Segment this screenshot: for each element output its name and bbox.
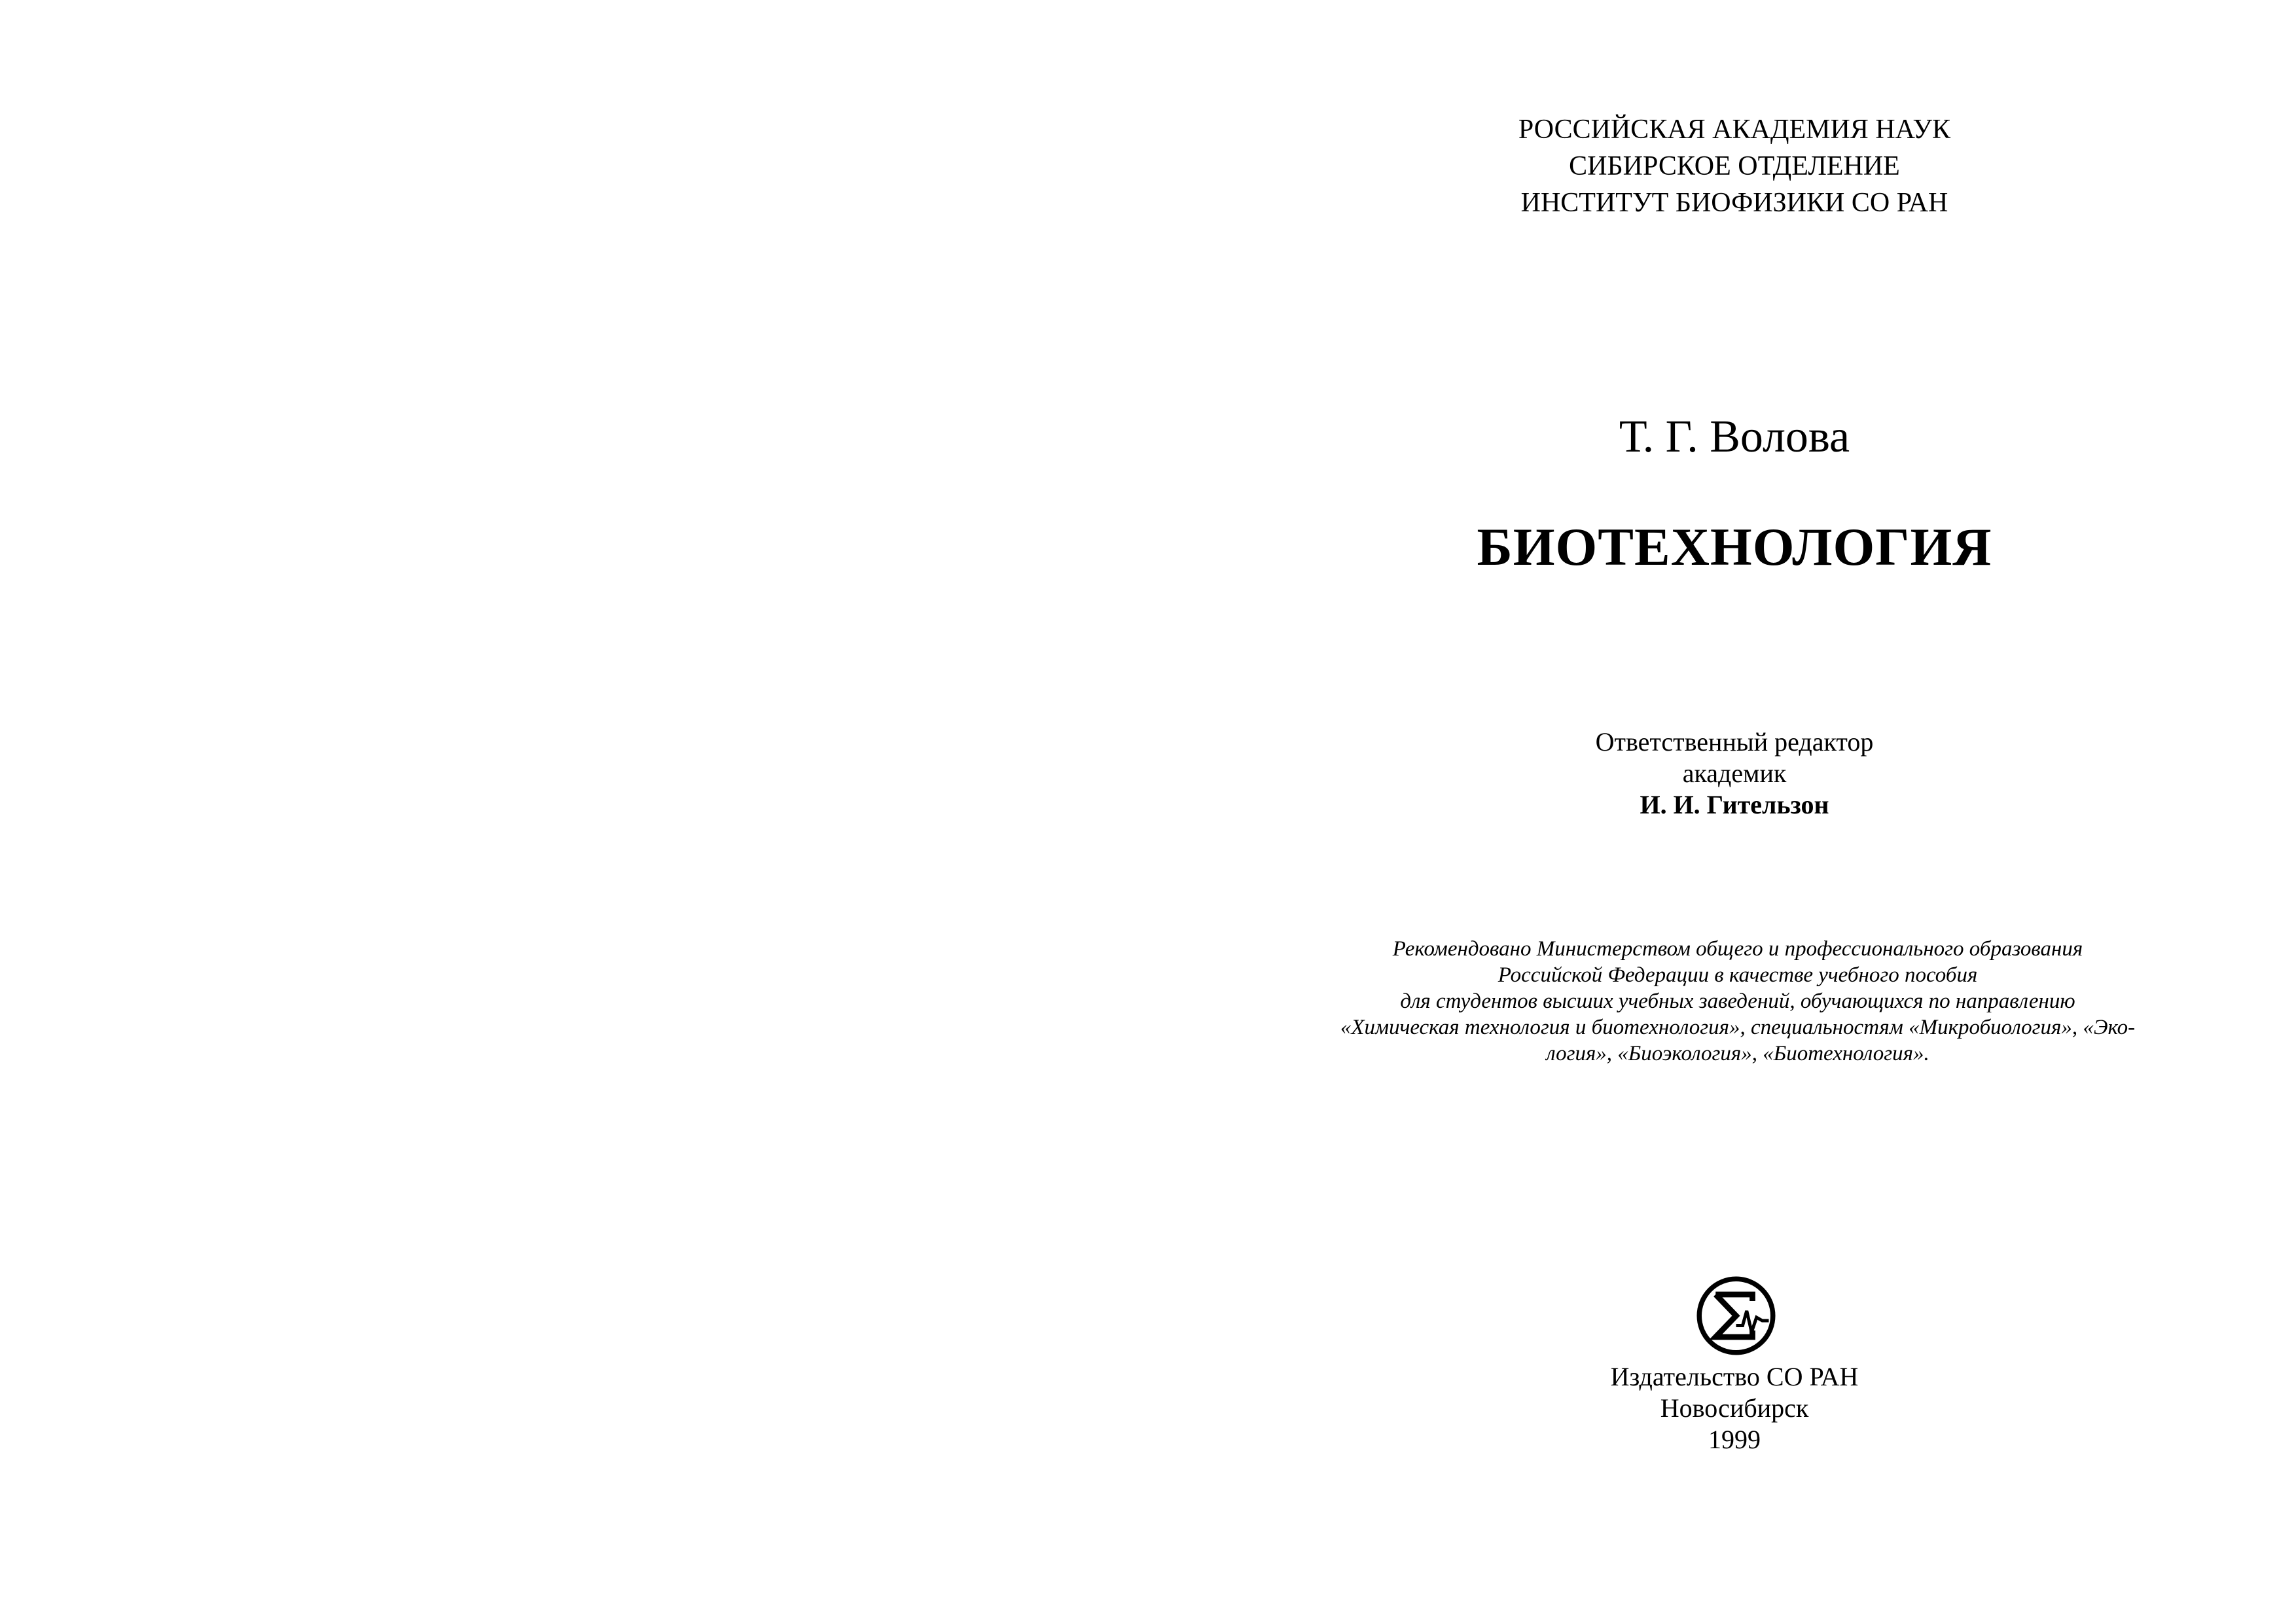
institution-header [1302, 111, 2166, 221]
publisher-name: Издательство СО РАН [1610, 1362, 1859, 1391]
recommendation-line-5: логия», «Биоэкология», «Биотехнология». [1546, 1042, 1929, 1065]
publisher-city: Новосибирск [1660, 1393, 1809, 1423]
author-name: Т. Г. Волова [1619, 412, 1850, 462]
editor-role: Ответственный редактор [1595, 727, 1874, 757]
institution-line-2: СИБИРСКОЕ ОТДЕЛЕНИЕ [1569, 151, 1900, 181]
sigma-logo-icon [1695, 1275, 1777, 1357]
institution-line-3: ИНСТИТУТ БИОФИЗИКИ СО РАН [1520, 188, 1948, 218]
book-title: БИОТЕХНОЛОГИЯ [1477, 517, 1992, 577]
editor-name: И. И. Гительзон [1640, 790, 1829, 819]
recommendation-line-1: Рекомендовано Министерством общего и профессионального образования [1392, 937, 2083, 961]
recommendation-line-4: «Химическая технология и биотехнология», специальностям «Микробиология», «Эко- [1340, 1016, 2136, 1039]
recommendation-line-2: Российской Федерации в качестве учебного пособия [1498, 963, 1978, 987]
editor-block [1302, 726, 2166, 821]
editor-rank: академик [1682, 758, 1787, 788]
recommendation-block [1322, 936, 2153, 1067]
publisher-block [1302, 1361, 2166, 1455]
institution-line-1: РОССИЙСКАЯ АКАДЕМИЯ НАУК [1518, 115, 1951, 145]
publisher-year: 1999 [1708, 1425, 1761, 1454]
recommendation-line-3: для студентов высших учебных заведений, обучающихся по направлению [1400, 990, 2075, 1013]
